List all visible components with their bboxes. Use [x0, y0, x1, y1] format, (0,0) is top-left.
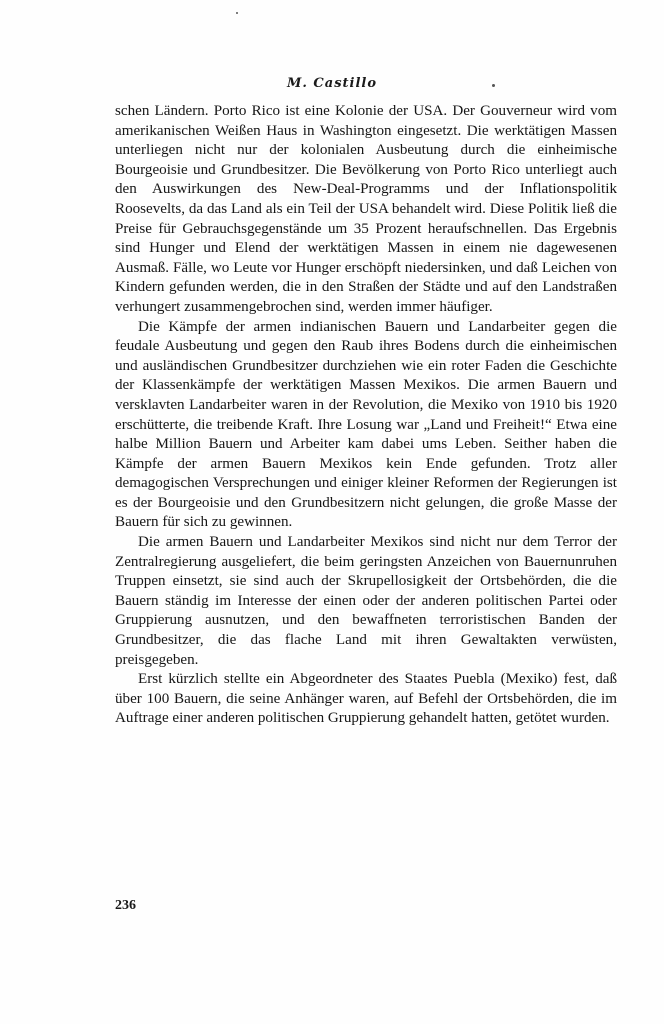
running-header: M. Castillo — [286, 76, 378, 91]
paragraph-3: Die armen Bauern und Landarbeiter Mexikos sind nicht nur dem Terror der Zentralregierung ausgeliefert, die beim geringsten Anzeichen von Bauernunruhen Truppen einsetzt, sie sind auch der Skrupellosigkeit der Ortsbehörden, die die Bauern ständig im Interesse der einen oder der anderen politischen Partei oder Gruppierung ausnutzen, und den bewaffneten terroristischen Banden der Grundbesitzer, die das flache Land mit ihren Gewaltakten verwüsten, preisgegeben. — [115, 534, 617, 668]
paragraph-2: Die Kämpfe der armen indianischen Bauern und Landarbeiter gegen die feudale Ausbeutung und gegen den Raub ihres Bodens durch die einheimischen und ausländischen Grundbesitzer durchziehen wie ein roter Faden die Geschichte der Klassenkämpfe der werktätigen Massen Mexikos. Die armen Bauern und versklavten Landarbeiter waren in der Revolution, die Mexiko von 1910 bis 1920 erschütterte, die treibende Kraft. Ihre Losung war „Land und Freiheit!“ Etwa eine halbe Million Bauern und Arbeiter kam dabei ums Leben. Seither haben die Kämpfe der armen Bauern Mexikos kein Ende gefunden. Trotz aller demagogischen Versprechungen und einiger kleiner Reformen der Regierungen ist es der Bourgeoisie und den Grundbesitzern nicht gelungen, die große Masse der Bauern für sich zu gewinnen. — [115, 318, 617, 531]
page-number: 236 — [115, 898, 136, 913]
body-text — [115, 102, 617, 729]
print-speck — [236, 12, 238, 14]
paragraph-1: schen Ländern. Porto Rico ist eine Kolonie der USA. Der Gouverneur wird vom amerikanischen Weißen Haus in Washington eingesetzt. Die werktätigen Massen unterliegen nicht nur der kolonialen Ausbeutung durch die einheimische Bourgeoisie und Grundbesitzer. Die Bevölkerung von Porto Rico unterliegt auch den Auswirkungen des New-Deal-Programms und der Inflationspolitik Roosevelts, da das Land als ein Teil der USA behandelt wird. Diese Politik ließ die Preise für Gebrauchsgegenstände um 35 Prozent heraufschnellen. Das Ergebnis sind Hunger und Elend der werktätigen Massen in einem nie dagewesenen Ausmaß. Fälle, wo Leute vor Hunger erschöpft niedersinken, und daß Leichen von Kindern gefunden werden, die in den Straßen der Städte und auf den Landstraßen verhungert zusammengebrochen sind, werden immer häufiger. — [115, 103, 617, 315]
paragraph-4: Erst kürzlich stellte ein Abgeordneter des Staates Puebla (Mexiko) fest, daß über 100 Bauern, die seine Anhänger waren, auf Befehl der Ortsbehörden, die im Auftrage einer anderen politischen Gruppierung gehandelt hatten, getötet wurden. — [115, 671, 617, 727]
print-speck — [492, 84, 495, 87]
